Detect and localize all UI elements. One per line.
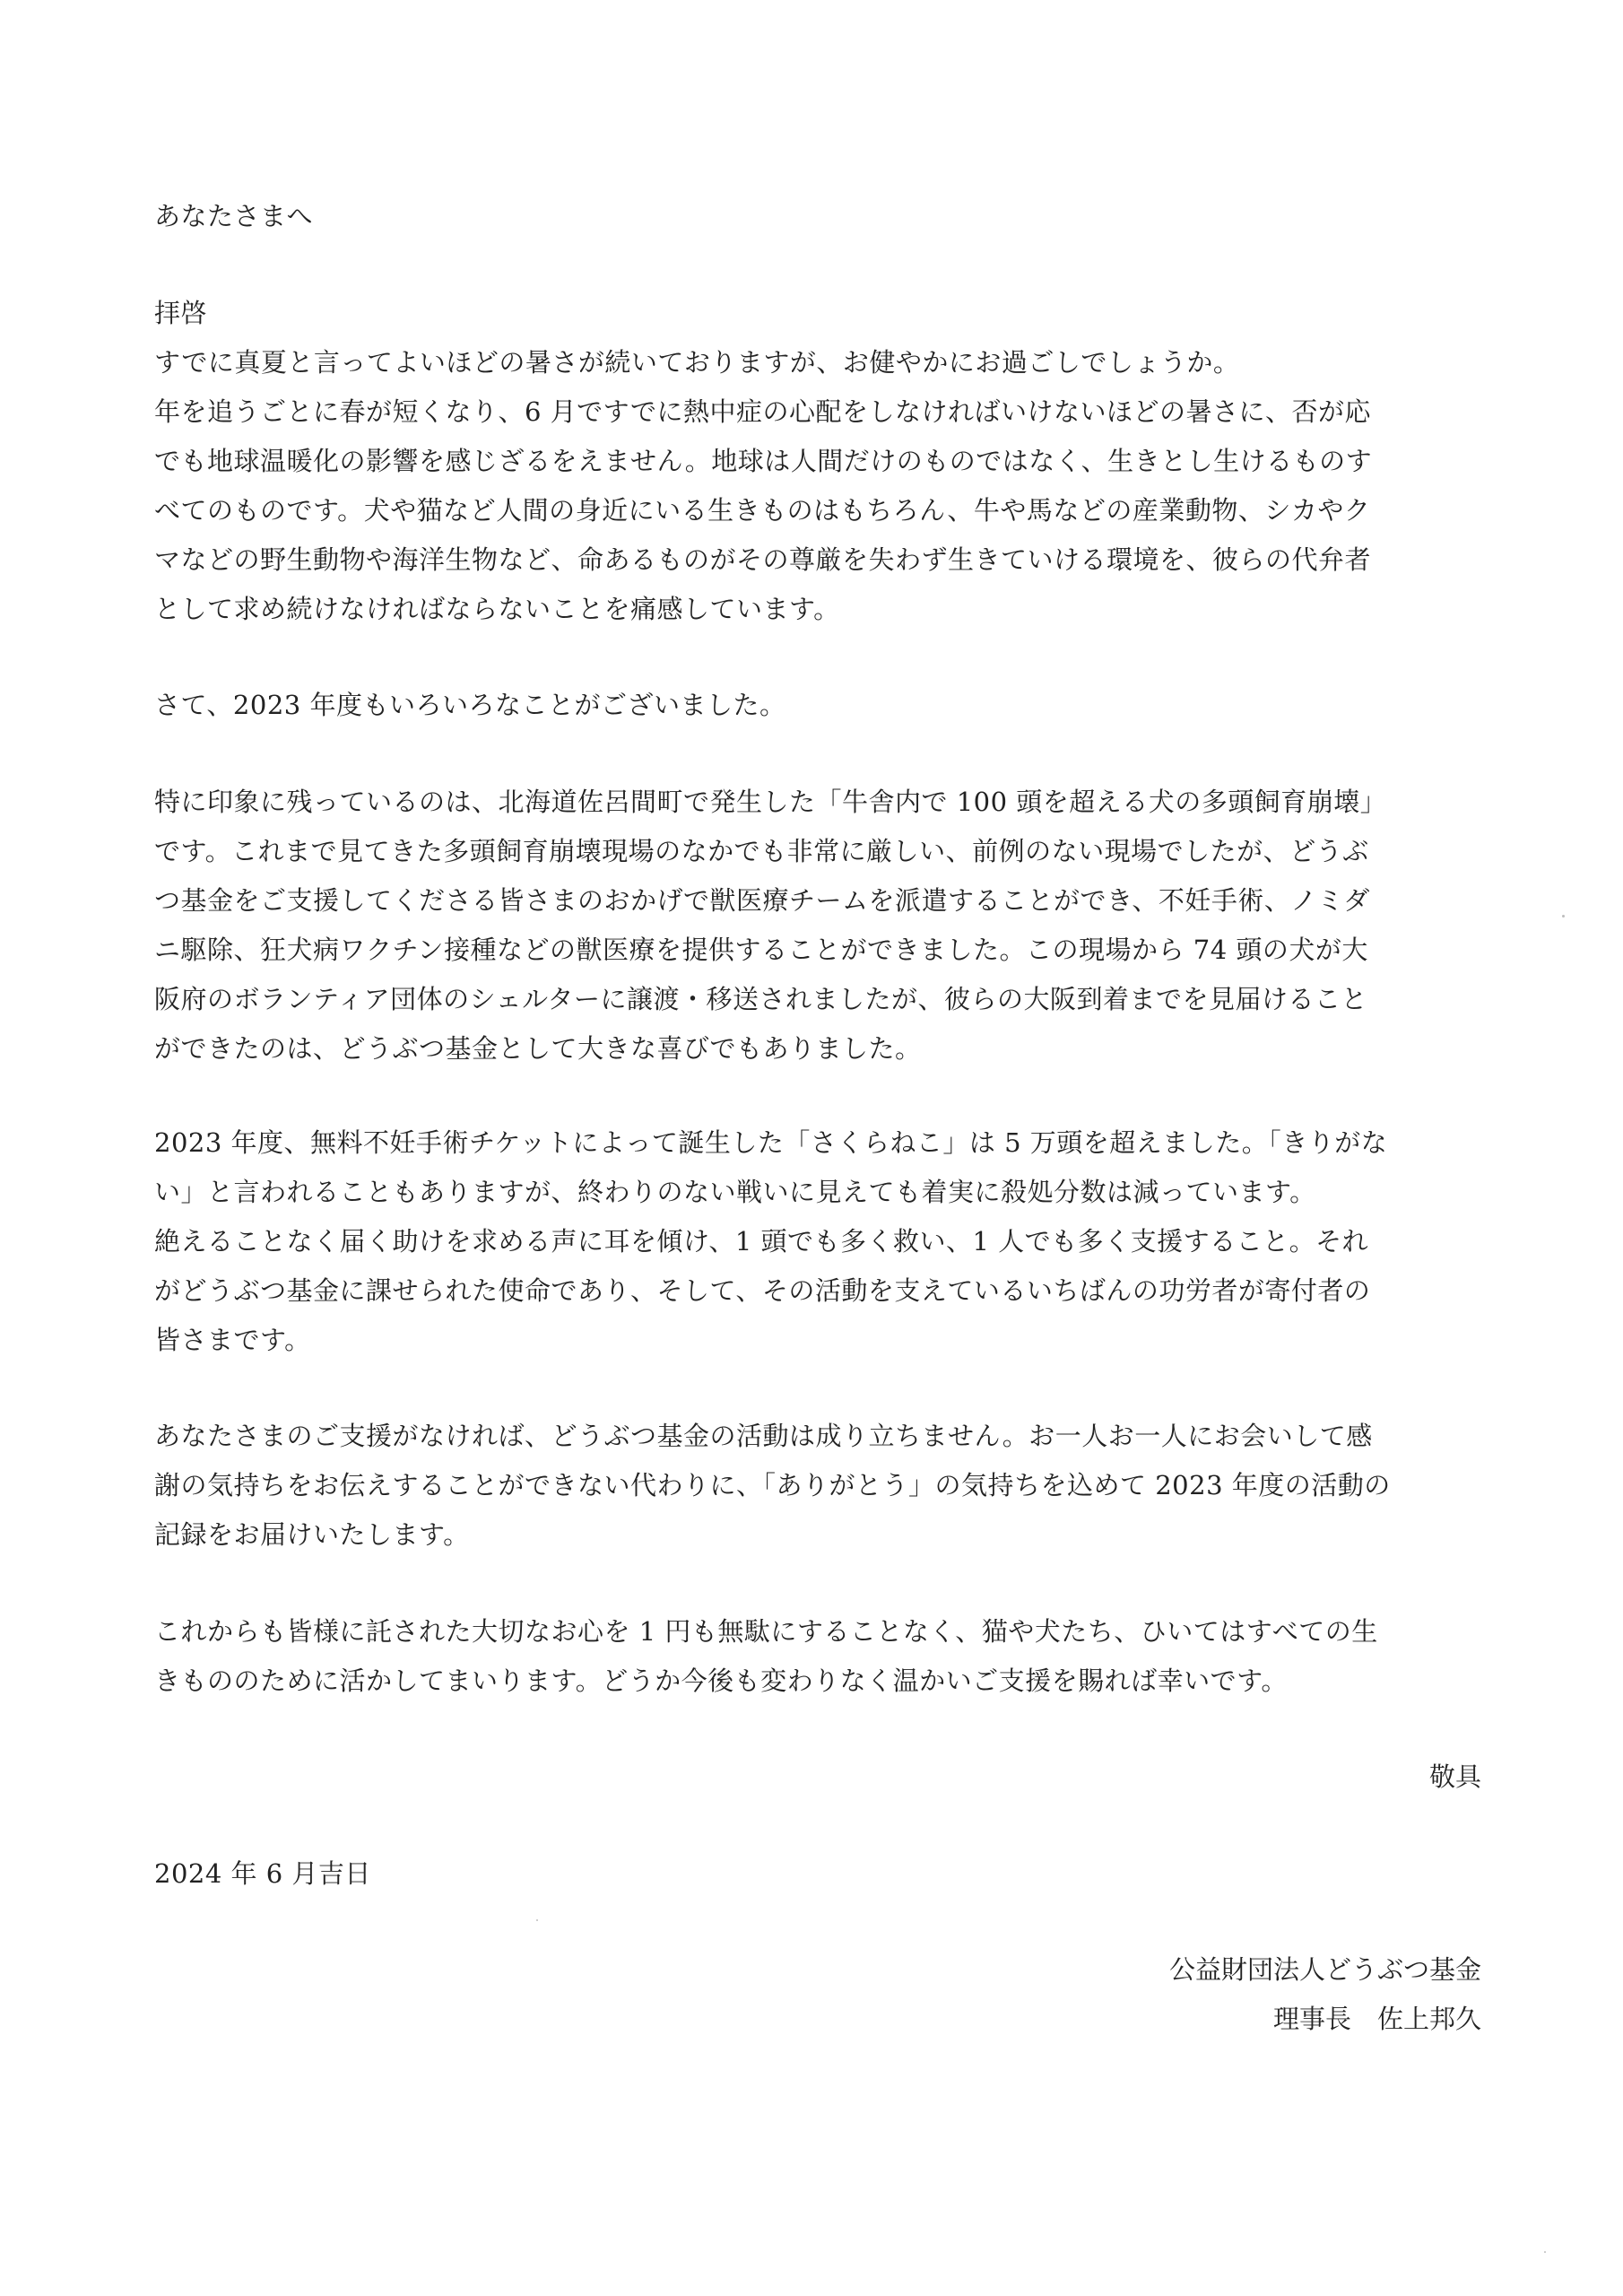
salutation: あなたさまへ: [154, 201, 314, 231]
paragraph-line: 阪府のボランティア団体のシェルターに譲渡・移送されましたが、彼らの大阪到着までを見届けること: [154, 984, 1367, 1014]
paragraph-line: つ基金をご支援してくださる皆さまのおかげで獣医療チームを派遣することができ、不妊手術、ノミダ: [154, 885, 1370, 916]
paragraph-line: あなたさまのご支援がなければ、どうぶつ基金の活動は成り立ちません。お一人お一人にお会いして感: [154, 1421, 1373, 1451]
paragraph-line: さて、2023 年度もいろいろなことがございました。: [154, 690, 786, 720]
opening-greeting: 拝啓: [154, 298, 208, 328]
organization-name: 公益財団法人どうぶつ基金: [1168, 1954, 1481, 1985]
paragraph-line: として求め続けなければならないことを痛感しています。: [154, 594, 840, 624]
paragraph-line: 年を追うごとに春が短くなり、6 月ですでに熱中症の心配をしなければいけないほどの暑さに、否が応: [154, 396, 1372, 427]
paragraph-line: 絶えることなく届く助けを求める声に耳を傾け、1 頭でも多く救い、1 人でも多く支援すること。それ: [154, 1226, 1369, 1257]
paragraph-line: マなどの野生動物や海洋生物など、命あるものがその尊厳を失わず生きていける環境を、彼らの代弁者: [154, 544, 1372, 575]
paragraph-line: べてのものです。犬や猫など人間の身近にいる生きものはもちろん、牛や馬などの産業動物、シカやク: [154, 495, 1371, 526]
closing-phrase: 敬具: [1428, 1761, 1481, 1792]
paragraph-line: ができたのは、どうぶつ基金として大きな喜びでもありました。: [154, 1033, 922, 1064]
paragraph-line: がどうぶつ基金に課せられた使命であり、そして、その活動を支えているいちばんの功労者が寄付者の: [154, 1275, 1371, 1306]
paragraph-line: 特に印象に残っているのは、北海道佐呂間町で発生した「牛舎内で 100 頭を超える犬の多頭飼育崩壊」: [154, 787, 1387, 817]
letter-date: 2024 年 6 月吉日: [154, 1858, 371, 1889]
paragraph-line: 謝の気持ちをお伝えすることができない代わりに、「ありがとう」の気持ちを込めて 2023 年度の活動の: [154, 1470, 1391, 1500]
paragraph-line: これからも皆様に託された大切なお心を 1 円も無駄にすることなく、猫や犬たち、ひいてはすべての生: [154, 1616, 1378, 1647]
signatory-name: 理事長 佐上邦久: [1272, 2004, 1481, 2034]
paragraph-line: きもののために活かしてまいります。どうか今後も変わりなく温かいご支援を賜れば幸いです。: [154, 1665, 1288, 1696]
paragraph-line: です。これまで見てきた多頭飼育崩壊現場のなかでも非常に厳しい、前例のない現場でしたが、どうぶ: [154, 836, 1369, 866]
scan-speck: [1544, 2251, 1546, 2253]
scan-speck: [536, 1919, 538, 1921]
paragraph-line: い」と言われることもありますが、終わりのない戦いに見えても着実に殺処分数は減っています。: [154, 1177, 1316, 1207]
paragraph-line: 2023 年度、無料不妊手術チケットによって誕生した「さくらねこ」は 5 万頭を超えました。「きりがな: [154, 1127, 1388, 1158]
paragraph-line: 記録をお届けいたします。: [154, 1519, 470, 1550]
paragraph-line: でも地球温暖化の影響を感じざるをえません。地球は人間だけのものではなく、生きとし生けるものす: [154, 446, 1373, 476]
paragraph-line: 皆さまです。: [154, 1325, 311, 1355]
paragraph-line: すでに真夏と言ってよいほどの暑さが続いておりますが、お健やかにお過ごしでしょうか。: [154, 347, 1240, 378]
scan-speck: [1562, 915, 1565, 918]
paragraph-line: ニ駆除、狂犬病ワクチン接種などの獣医療を提供することができました。この現場から 74 頭の犬が大: [154, 935, 1368, 965]
